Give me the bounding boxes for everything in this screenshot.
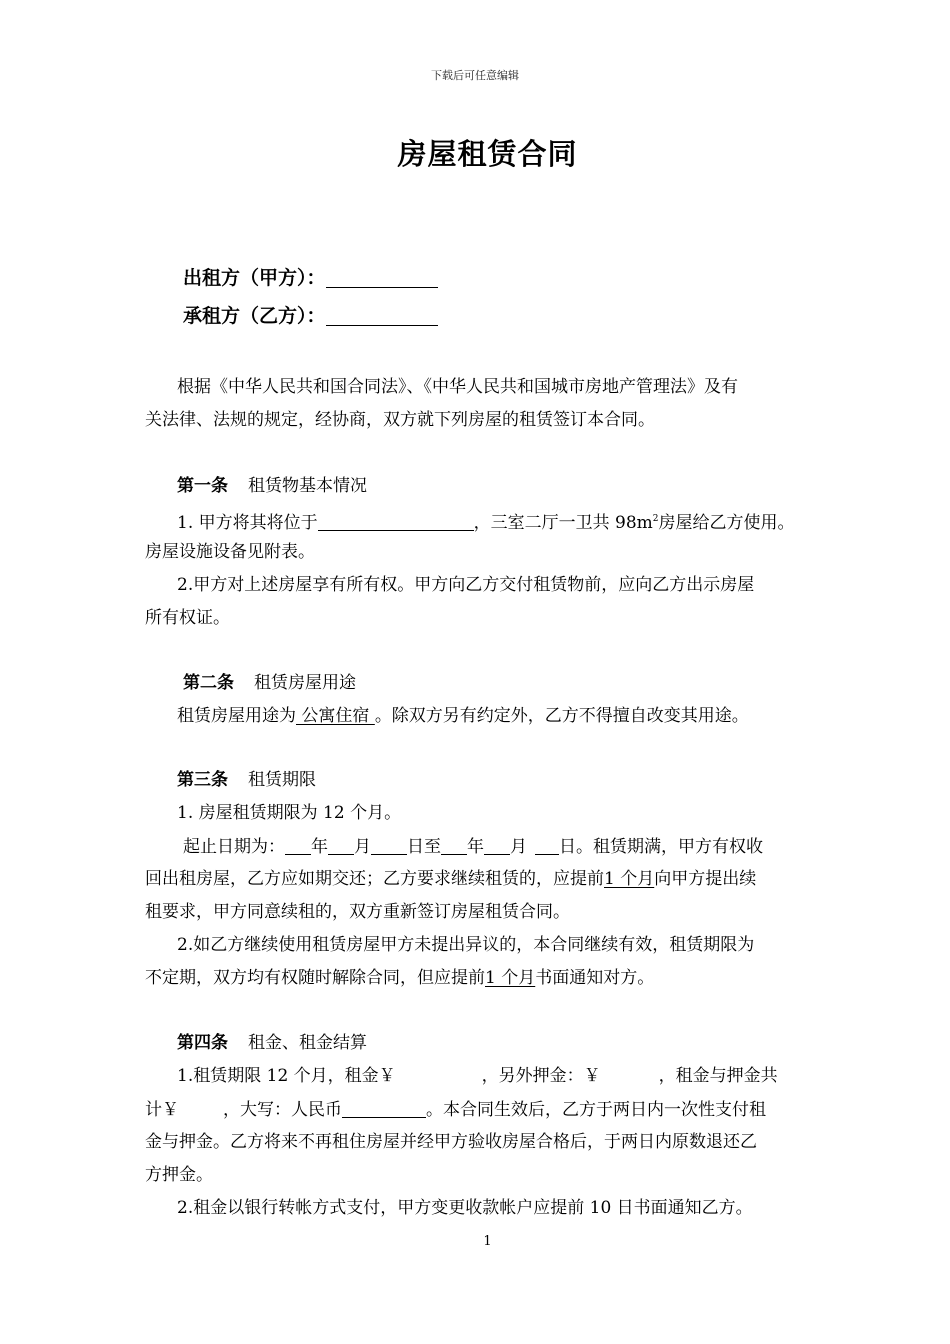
document-title: 房屋租赁合同 bbox=[397, 137, 578, 171]
start-year-blank bbox=[285, 835, 311, 855]
article-4-p1-line-2-text-c: 。本合同生效后，乙方于两日内一次性支付租 bbox=[426, 1100, 766, 1120]
end-day-blank bbox=[535, 835, 559, 855]
article-3-p2-line-3: 租要求，甲方同意续租的，双方重新签订房屋租赁合同。 bbox=[145, 902, 570, 922]
article-4-p1-line-2 bbox=[145, 1098, 766, 1121]
end-year-blank bbox=[441, 835, 467, 855]
lessee-line bbox=[183, 301, 438, 328]
article-4-p1-line-1 bbox=[177, 1065, 778, 1087]
article-2-title: 租赁房屋用途 bbox=[254, 673, 356, 693]
article-3-p3-line-2-text-b: 书面通知对方。 bbox=[535, 968, 655, 988]
page-header-note: 下载后可任意编辑 bbox=[431, 69, 519, 82]
day-to-label: 日至 bbox=[407, 837, 441, 857]
rent-label: 1.租赁期限 12 个月，租金￥ bbox=[177, 1066, 396, 1086]
square-meter-superscript: 2 bbox=[652, 514, 659, 524]
date-range-label: 起止日期为： bbox=[183, 837, 285, 857]
amount-in-words-blank bbox=[342, 1098, 426, 1118]
deposit-label: ，另外押金：￥ bbox=[481, 1066, 601, 1086]
article-1-p1-line-1 bbox=[177, 508, 795, 534]
lessee-blank bbox=[326, 305, 438, 326]
year-label-2: 年 bbox=[467, 837, 484, 857]
article-3-heading bbox=[177, 769, 316, 791]
year-label-1: 年 bbox=[311, 837, 328, 857]
article-3-p2-line-2-text-b: 向甲方提出续 bbox=[654, 869, 757, 889]
amount-in-words-label: ，大写：人民币 bbox=[223, 1100, 342, 1120]
article-4-p1-line-4: 方押金。 bbox=[145, 1165, 213, 1185]
article-4-number: 第四条 bbox=[177, 1033, 228, 1053]
article-3-p3-line-1: 2.如乙方继续使用租赁房屋甲方未提出异议的，本合同继续有效，租赁期限为 bbox=[177, 935, 755, 955]
article-1-p2-line-1: 2.甲方对上述房屋享有所有权。甲方向乙方交付租赁物前，应向乙方出示房屋 bbox=[177, 575, 755, 595]
article-2-p1-text-b: 。除双方另有约定外，乙方不得擅自改变其用途。 bbox=[374, 706, 749, 726]
article-2-p1-text-a: 租赁房屋用途为 bbox=[177, 706, 296, 726]
lessor-label: 出租方（甲方）： bbox=[183, 267, 326, 289]
lessee-label: 承租方（乙方）： bbox=[183, 305, 326, 327]
month-label-1: 月 bbox=[354, 837, 371, 857]
article-3-p2-line-2 bbox=[145, 868, 756, 890]
month-label-2: 月 bbox=[510, 837, 527, 857]
location-blank bbox=[318, 511, 474, 531]
article-3-number: 第三条 bbox=[177, 770, 228, 790]
article-4-heading bbox=[177, 1032, 367, 1054]
article-1-p1-text-c: 房屋给乙方使用。 bbox=[658, 513, 795, 533]
article-1-p1-text-a: 1. 甲方将其将位于 bbox=[177, 513, 318, 533]
start-day-blank bbox=[371, 835, 407, 855]
lessor-blank bbox=[326, 267, 438, 288]
article-4-p1-line-3: 金与押金。乙方将来不再租住房屋并经甲方验收房屋合格后，于两日内原数退还乙 bbox=[145, 1132, 757, 1152]
article-3-p3-line-2-text-a: 不定期，双方均有权随时解除合同，但应提前 bbox=[145, 968, 485, 988]
article-3-p3-line-2 bbox=[145, 967, 654, 989]
article-4-title: 租金、租金结算 bbox=[248, 1033, 367, 1053]
article-2-number: 第二条 bbox=[183, 673, 234, 693]
termination-notice-period: 1 个月 bbox=[485, 968, 536, 988]
article-3-p2-line-1 bbox=[183, 835, 763, 858]
start-month-blank bbox=[328, 835, 354, 855]
article-2-p1 bbox=[177, 705, 749, 727]
preamble-line-2: 关法律、法规的规定，经协商，双方就下列房屋的租赁签订本合同。 bbox=[145, 410, 655, 430]
article-3-p2-line-2-text-a: 回出租房屋，乙方应如期交还；乙方要求继续租赁的，应提前 bbox=[145, 869, 604, 889]
article-1-title: 租赁物基本情况 bbox=[248, 476, 367, 496]
preamble-line-1: 根据《中华人民共和国合同法》、《中华人民共和国城市房地产管理法》及有 bbox=[177, 377, 738, 397]
article-3-title: 租赁期限 bbox=[248, 770, 316, 790]
article-1-p2-line-2: 所有权证。 bbox=[145, 608, 230, 628]
total-amount-label: 计￥ bbox=[145, 1100, 179, 1120]
end-month-blank bbox=[484, 835, 510, 855]
article-1-p1-text-b: ，三室二厅一卫共 98m bbox=[473, 513, 653, 533]
article-1-number: 第一条 bbox=[177, 476, 228, 496]
article-1-p1-line-2: 房屋设施设备见附表。 bbox=[145, 542, 315, 562]
article-3-p2-text-b: 日。租赁期满，甲方有权收 bbox=[559, 837, 763, 857]
page-number: 1 bbox=[483, 1234, 492, 1249]
article-2-heading bbox=[183, 672, 356, 694]
usage-value: 公寓住宿 bbox=[296, 706, 375, 726]
article-1-heading bbox=[177, 475, 367, 497]
renewal-notice-period: 1 个月 bbox=[604, 869, 655, 889]
article-4-p2: 2.租金以银行转帐方式支付，甲方变更收款帐户应提前 10 日书面通知乙方。 bbox=[177, 1198, 753, 1218]
total-label: ，租金与押金共 bbox=[658, 1066, 778, 1086]
article-3-p1: 1. 房屋租赁期限为 12 个月。 bbox=[177, 803, 402, 823]
lessor-line bbox=[183, 263, 438, 290]
